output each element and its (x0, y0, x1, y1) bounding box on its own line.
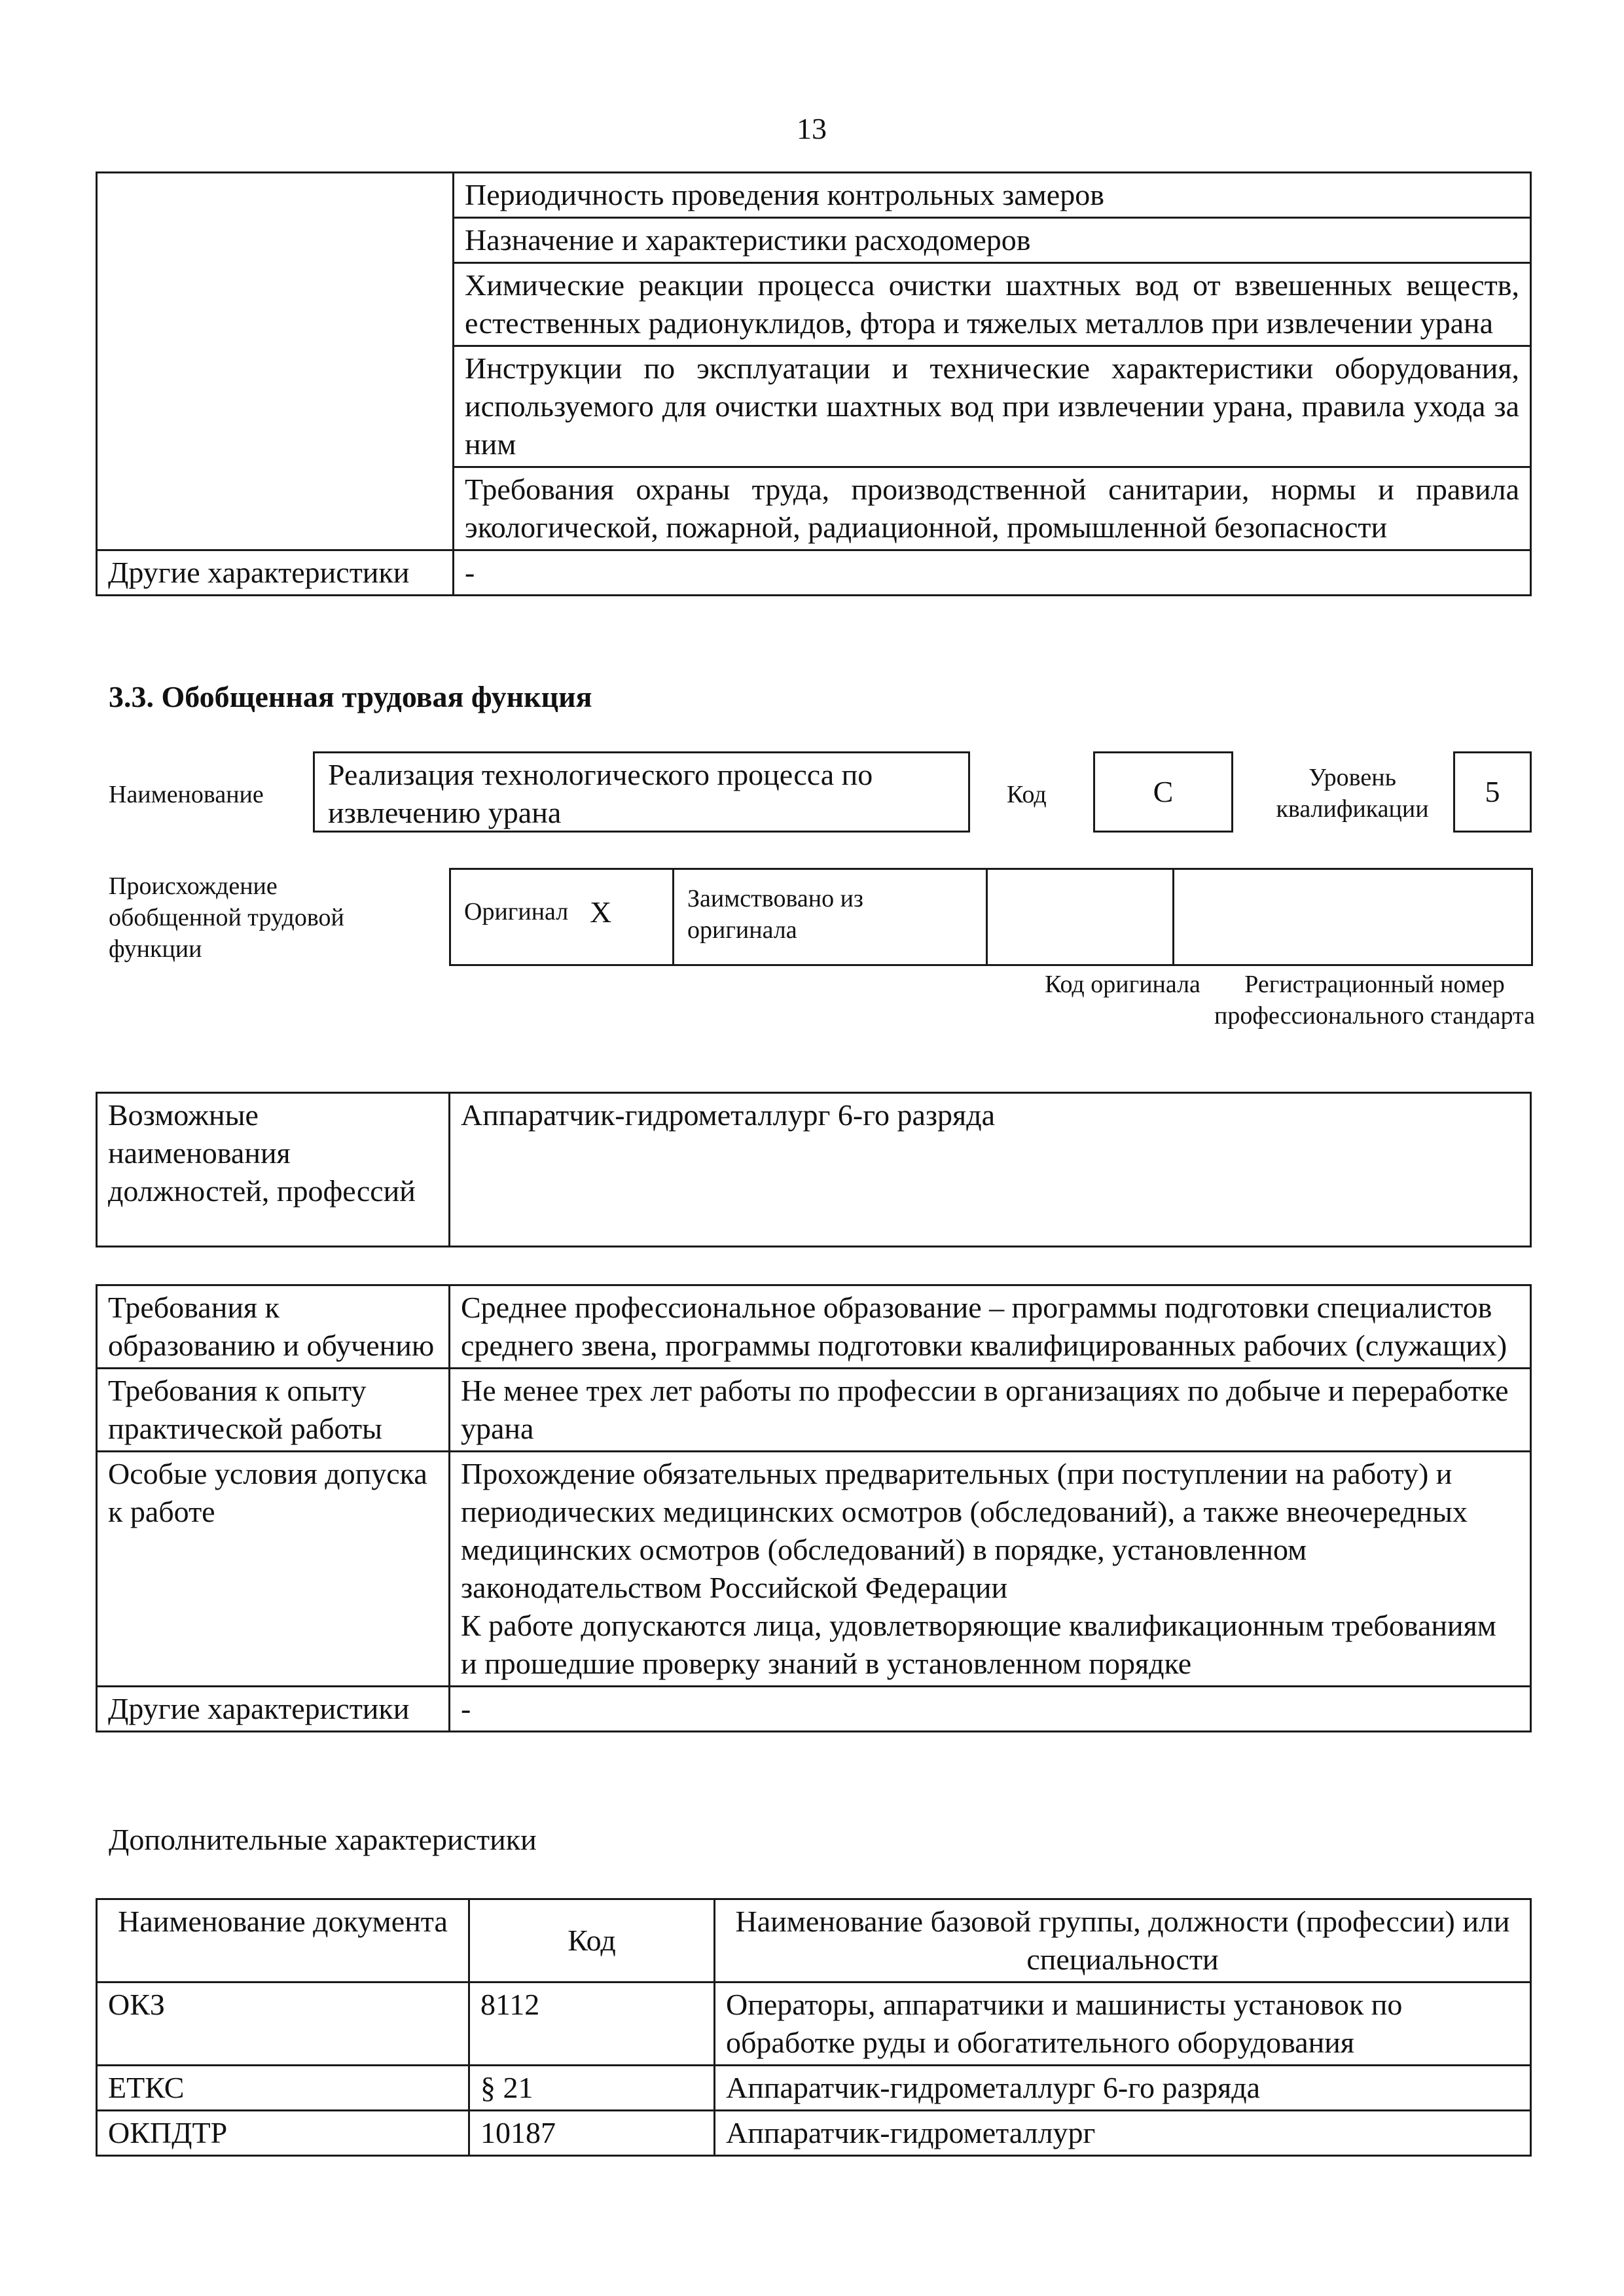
name-value: Реализация технологического процесса по извлечению урана (313, 751, 970, 833)
level-label: Уровень квалификации (1276, 764, 1429, 823)
row-group: Аппаратчик-гидрометаллург 6-го разряда (715, 2066, 1531, 2111)
row-code: 10187 (469, 2111, 715, 2156)
admission-value: Прохождение обязательных предварительных (при поступлении на работу) и периодических медицинских осмотров (обследований), а также внеочередных медицинских осмотров (обследований) в порядке, установленном законодательством Российской Федерации К работе допускаются лица, удовлетворяющие квалификационным требованиям и прошедшие проверку знаний в установленном порядке (450, 1452, 1531, 1687)
table-header-row (97, 1899, 1531, 1982)
experience-value: Не менее трех лет работы по профессии в организациях по добыче и переработке урана (450, 1369, 1531, 1452)
registration-number-caption: Регистрационный номер профессионального стандарта (1214, 971, 1535, 1030)
row-document: ОКПДТР (97, 2111, 469, 2156)
table-row (97, 2066, 1531, 2111)
section-title: 3.3. Обобщенная трудовая функция (109, 680, 592, 713)
knowledge-item: Химические реакции процесса очистки шахтных вод от взвешенных веществ, естественных радионуклидов, фтора и тяжелых металлов при извлечении урана (454, 263, 1531, 346)
row-code: § 21 (469, 2066, 715, 2111)
header-group: Наименование базовой группы, должности (профессии) или специальности (715, 1899, 1531, 1982)
other-characteristics-label: Другие характеристики (97, 550, 454, 596)
knowledge-table (96, 171, 1532, 596)
knowledge-item: Периодичность проведения контрольных замеров (454, 173, 1531, 218)
table-row (97, 1452, 1531, 1687)
original-label: Оригинал (450, 869, 580, 965)
positions-table (96, 1092, 1532, 1247)
knowledge-item: Требования охраны труда, производственной санитарии, нормы и правила экологической, пожарной, радиационной, промышленной безопасности (454, 467, 1531, 550)
table-row (97, 1285, 1531, 1369)
knowledge-label-cell (97, 173, 454, 550)
name-label: Наименование (109, 781, 264, 808)
page-number: 13 (797, 112, 827, 145)
table-row (97, 1687, 1531, 1732)
knowledge-item: Назначение и характеристики расходомеров (454, 218, 1531, 263)
level-value: 5 (1453, 751, 1532, 833)
original-code-cell (987, 869, 1174, 965)
row-group: Аппаратчик-гидрометаллург (715, 2111, 1531, 2156)
original-mark: X (579, 869, 674, 965)
header-code: Код (469, 1899, 715, 1982)
table-row (97, 2111, 1531, 2156)
experience-label: Требования к опыту практической работы (97, 1369, 450, 1452)
code-label: Код (1007, 781, 1047, 808)
education-label: Требования к образованию и обучению (97, 1285, 450, 1369)
admission-label: Особые условия допуска к работе (97, 1452, 450, 1687)
borrowed-label: Заимствовано из оригинала (674, 869, 987, 965)
knowledge-item: Инструкции по эксплуатации и технические характеристики оборудования, используемого для очистки шахтных вод при извлечении урана, правила ухода за ним (454, 346, 1531, 467)
row-code: 8112 (469, 1982, 715, 2066)
requirements-table (96, 1284, 1532, 1732)
table-row (97, 1369, 1531, 1452)
other-characteristics-value: - (454, 550, 1531, 596)
row-document: ЕТКС (97, 2066, 469, 2111)
table-row (450, 869, 1532, 965)
origin-label: Происхождение обобщенной трудовой функции (109, 872, 344, 963)
table-row (97, 173, 1531, 218)
positions-value: Аппаратчик-гидрометаллург 6-го разряда (450, 1093, 1531, 1247)
other-value: - (450, 1687, 1531, 1732)
additional-title: Дополнительные характеристики (109, 1823, 537, 1856)
table-row (97, 550, 1531, 596)
origin-table (449, 868, 1533, 966)
additional-table (96, 1898, 1532, 2157)
other-label: Другие характеристики (97, 1687, 450, 1732)
row-document: ОКЗ (97, 1982, 469, 2066)
table-row (97, 1982, 1531, 2066)
original-code-caption: Код оригинала (1045, 971, 1200, 998)
header-document: Наименование документа (97, 1899, 469, 1982)
row-group: Операторы, аппаратчики и машинисты установок по обработке руды и обогатительного оборудования (715, 1982, 1531, 2066)
positions-label: Возможные наименования должностей, профессий (97, 1093, 450, 1247)
code-value: C (1093, 751, 1233, 833)
education-value: Среднее профессиональное образование – программы подготовки специалистов среднего звена, программы подготовки квалифицированных рабочих (служащих) (450, 1285, 1531, 1369)
table-row (97, 1093, 1531, 1247)
registration-number-cell (1174, 869, 1532, 965)
